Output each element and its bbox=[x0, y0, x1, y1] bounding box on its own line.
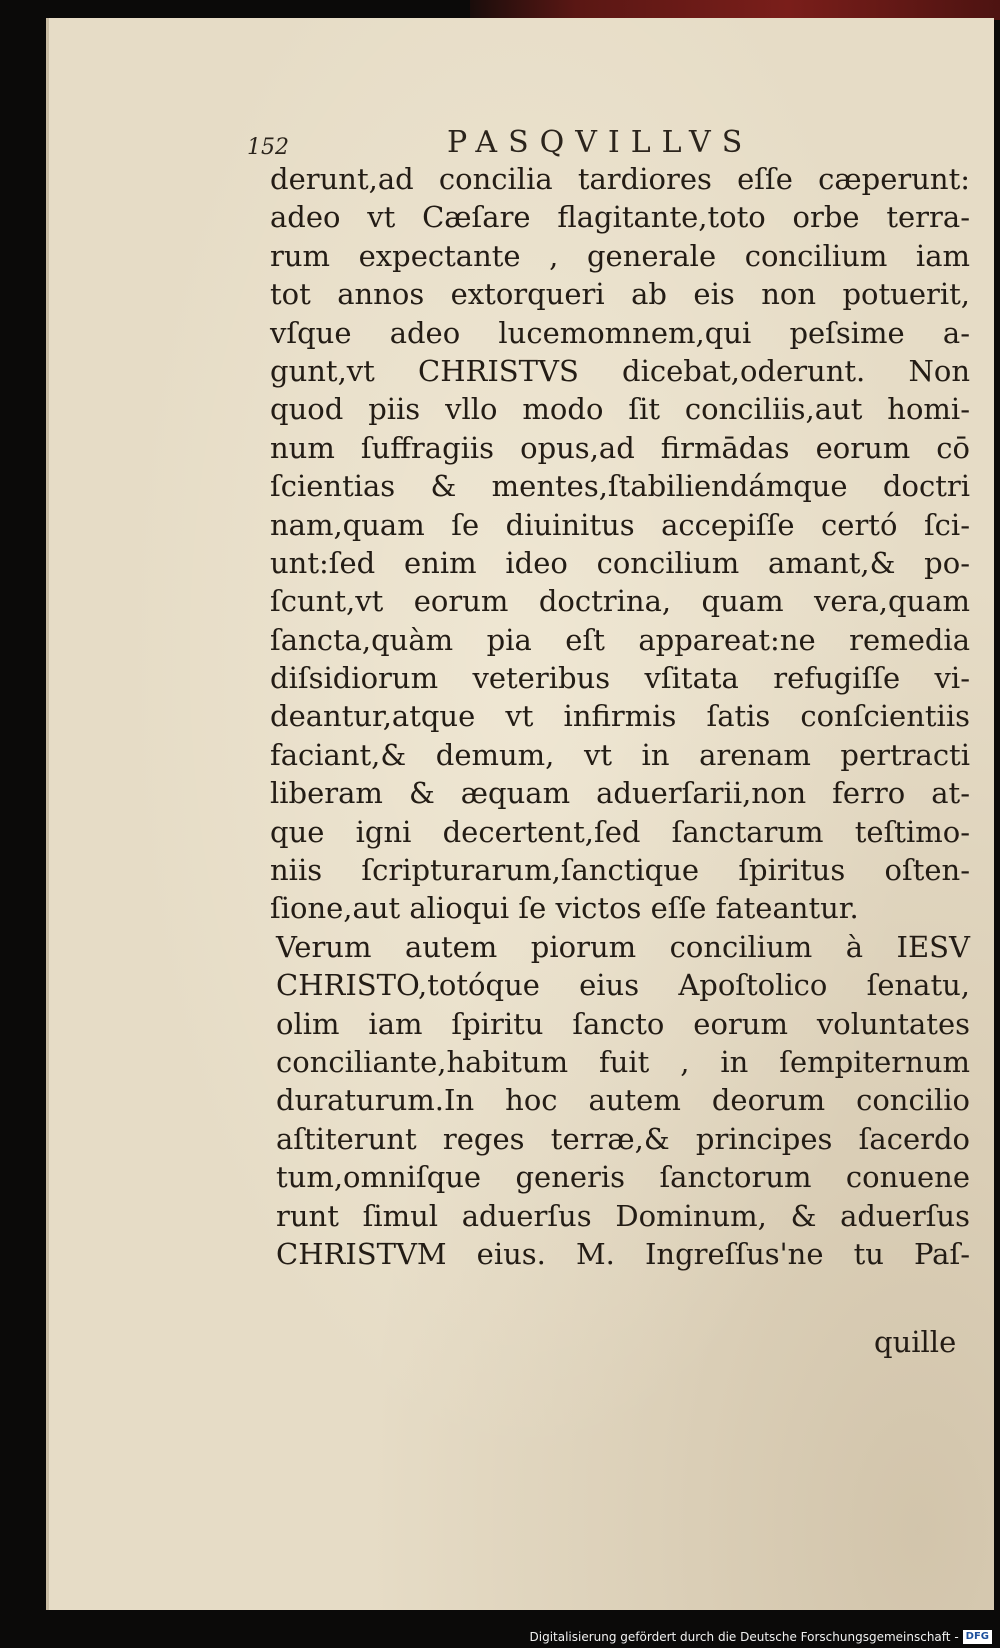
text-line-21: Verum autem piorum concilium à IESV bbox=[276, 929, 970, 964]
text-line-19: niis ſcripturarum,ſanctique ſpiritus oſten- bbox=[270, 853, 970, 888]
text-line-8: num ſuffragiis opus,ad firmādas eorum cō bbox=[270, 430, 970, 465]
page-header bbox=[247, 121, 967, 161]
text-line-22: CHRISTO,totóque eius Apoſtolico ſenatu, bbox=[276, 968, 970, 1003]
text-line-3: rum expectante , generale concilium iam bbox=[270, 238, 970, 273]
text-line-29: CHRISTVM eius. M. Ingreſſus'ne tu Paſ- bbox=[276, 1236, 970, 1271]
text-line-6: gunt,vt CHRISTVS dicebat,oderunt. Non bbox=[270, 353, 970, 388]
running-head: PASQVILLVS bbox=[447, 125, 754, 160]
text-line-28: runt ſimul aduerſus Dominum, & aduerſus bbox=[276, 1198, 970, 1233]
text-line-23: olim iam ſpiritu ſancto eorum voluntates bbox=[276, 1006, 970, 1041]
text-line-5: vſque adeo lucemomnem,qui peſsime a- bbox=[270, 315, 970, 350]
credit-text: Digitalisierung gefördert durch die Deutsche Forschungsgemeinschaft - bbox=[529, 1630, 959, 1644]
text-line-14: diſsidiorum veteribus vſitata refugiſſe vi- bbox=[270, 661, 970, 696]
text-line-20: ſione,aut alioqui ſe victos eſſe fateantur. bbox=[270, 891, 859, 926]
text-line-25: duraturum.In hoc autem deorum concilio bbox=[276, 1083, 970, 1118]
text-line-18: que igni decertent,ſed ſanctarum teſtimo- bbox=[270, 814, 970, 849]
text-line-9: ſcientias & mentes,ſtabiliendámque doctri bbox=[270, 469, 970, 504]
page-number: 152 bbox=[247, 135, 289, 160]
text-line-17: liberam & æquam aduerſarii,non ferro at- bbox=[270, 776, 970, 811]
text-line-13: ſancta,quàm pia eſt appareat:ne remedia bbox=[270, 622, 970, 657]
text-line-4: tot annos extorqueri ab eis non potuerit, bbox=[270, 277, 970, 312]
text-line-11: unt:ſed enim ideo concilium amant,& po- bbox=[270, 545, 970, 580]
text-line-16: faciant,& demum, vt in arenam pertracti bbox=[270, 737, 970, 772]
digitization-credit bbox=[530, 1630, 993, 1644]
dfg-logo: DFG bbox=[963, 1630, 992, 1644]
text-line-27: tum,omniſque generis ſanctorum conuene bbox=[276, 1160, 970, 1195]
text-line-10: nam,quam ſe diuinitus accepiſſe certó ſci- bbox=[270, 507, 970, 542]
catchword: quille bbox=[874, 1325, 957, 1359]
text-line-26: aſtiterunt reges terræ,& principes ſacerdo bbox=[276, 1121, 970, 1156]
book-edge-strip bbox=[470, 0, 1000, 20]
text-line-2: adeo vt Cæſare flagitante,toto orbe terra- bbox=[270, 200, 970, 235]
text-line-7: quod piis vllo modo ſit conciliis,aut homi- bbox=[270, 392, 970, 427]
text-line-15: deantur,atque vt infirmis ſatis conſcientiis bbox=[270, 699, 970, 734]
text-line-12: ſcunt,vt eorum doctrina, quam vera,quam bbox=[270, 584, 970, 619]
text-line-1: derunt,ad concilia tardiores eſſe cæperunt: bbox=[270, 162, 970, 196]
body-text bbox=[270, 160, 970, 1273]
text-line-24: conciliante,habitum fuit , in ſempiternum bbox=[276, 1044, 970, 1079]
